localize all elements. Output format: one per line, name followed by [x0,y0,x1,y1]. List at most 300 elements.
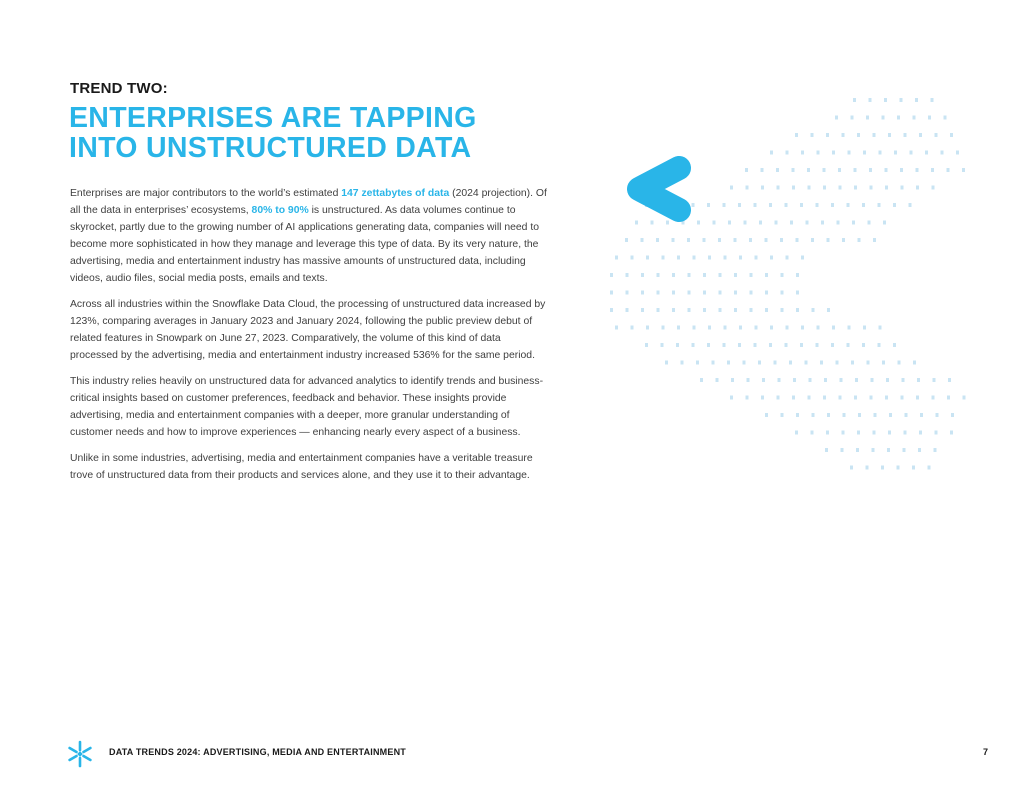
dot [919,133,922,137]
dot [727,361,730,365]
dot [790,221,793,225]
dot [934,448,937,452]
dot [912,466,915,470]
dot [931,98,934,102]
dot [888,431,891,435]
dot [901,396,904,400]
dot [827,308,830,312]
dot [770,151,773,155]
dot [928,466,931,470]
dot [738,343,741,347]
dot [879,326,882,330]
dot [835,116,838,120]
dot [863,326,866,330]
dot [703,291,706,295]
dot [665,361,668,365]
dot-grid [610,98,966,470]
page-title [69,103,477,163]
dot [793,378,796,382]
dot [857,133,860,137]
dot [831,203,834,207]
dot [853,98,856,102]
dot [820,361,823,365]
dot [770,326,773,330]
dot [951,413,954,417]
dot [852,221,855,225]
dot [869,168,872,172]
dot [948,378,951,382]
dot [857,431,860,435]
dot [796,273,799,277]
dot [872,448,875,452]
dot [839,396,842,400]
dot [792,186,795,190]
dot [925,151,928,155]
dot [672,308,675,312]
dot [808,186,811,190]
dot [707,203,710,207]
dot [901,186,904,190]
dot [848,151,851,155]
dot [873,238,876,242]
dot [716,378,719,382]
dot [827,238,830,242]
dot [882,361,885,365]
chevron-left-icon [639,168,679,210]
dot [931,168,934,172]
dot [719,308,722,312]
dot [657,308,660,312]
dot [646,326,649,330]
dot [885,186,888,190]
dot [842,431,845,435]
dot [947,168,950,172]
dot [796,238,799,242]
dot [836,361,839,365]
dot [724,256,727,260]
dot [789,361,792,365]
dot [807,168,810,172]
dot [904,133,907,137]
dot [889,413,892,417]
dot [902,378,905,382]
dot [785,343,788,347]
dot [657,273,660,277]
dot [932,186,935,190]
dot [800,203,803,207]
dot [672,238,675,242]
dot [873,431,876,435]
dot [651,221,654,225]
dot [743,361,746,365]
dot [677,256,680,260]
dot [677,326,680,330]
dot [839,186,842,190]
paragraph-3: This industry relies heavily on unstructured data for advanced analytics to identify trends and business-critical insights based on customer preferences, feedback and behavior. These insights provide advertising, media and entertainment companies with a deeper, more granular understanding of customer needs and how to improve experiences — enhancing nearly every aspect of a business. [70,376,544,438]
dot [795,431,798,435]
dot [916,186,919,190]
dot [905,413,908,417]
dot [765,308,768,312]
p1-text-a: Enterprises are major contributors to the world’s estimated [70,188,342,199]
dot [915,98,918,102]
dot [816,203,819,207]
dot [888,133,891,137]
dot [731,378,734,382]
dot [851,361,854,365]
highlight-percentage: 80% to 90% [251,205,309,216]
title-line-1: ENTERPRISES ARE TAPPING [69,102,477,134]
dot [749,238,752,242]
dot [897,466,900,470]
dot [759,221,762,225]
dot [734,273,737,277]
paragraph-2: Across all industries within the Snowflake Data Cloud, the processing of unstructured data increased by 123%, comparing averages in January 2023 and January 2024, following the public preview debut of related features in Snowpark on June 27, 2023. Comparatively, the volume of this kind of data processed by the advertising, media and entertainment industry increased 536% for the same period. [70,299,546,361]
dot [796,308,799,312]
dot [688,291,691,295]
dot [858,413,861,417]
dot [626,273,629,277]
dot [778,378,781,382]
dot [770,256,773,260]
dot [897,116,900,120]
section-kicker: TREND TWO: [70,80,168,97]
dot [718,238,721,242]
dot [871,378,874,382]
dot [826,133,829,137]
dot [801,326,804,330]
dot [712,361,715,365]
dot [913,361,916,365]
dot [840,378,843,382]
dot [762,378,765,382]
dot [941,151,944,155]
dot [703,273,706,277]
dot [805,361,808,365]
dot [963,396,966,400]
dot [796,413,799,417]
dot [755,326,758,330]
dot [881,466,884,470]
dot [754,343,757,347]
dot [809,378,812,382]
dot [867,361,870,365]
dot [672,291,675,295]
dot [631,326,634,330]
dot [842,133,845,137]
dot [792,168,795,172]
dot [868,221,871,225]
body-text [70,185,550,493]
dot [838,168,841,172]
dot [707,343,710,347]
dot [816,343,819,347]
dot [625,238,628,242]
dot [950,133,953,137]
dot [693,326,696,330]
dot [631,256,634,260]
paragraph-4: Unlike in some industries, advertising, media and entertainment companies have a veritable treasure trove of unstructured data from their products and services alone, and they use it to their advantage. [70,453,533,481]
dot [723,203,726,207]
dot [883,221,886,225]
dot [758,361,761,365]
dot [723,343,726,347]
dot [817,326,820,330]
dot [916,396,919,400]
dot [825,448,828,452]
dot [666,221,669,225]
dot [900,98,903,102]
dot [935,133,938,137]
dot [780,238,783,242]
dot [869,98,872,102]
dot [747,378,750,382]
dot [882,116,885,120]
dot [781,308,784,312]
dot [761,396,764,400]
dot [692,343,695,347]
dot [811,238,814,242]
dot [821,221,824,225]
dot [870,186,873,190]
dot [744,221,747,225]
dot [827,413,830,417]
dot [693,256,696,260]
dot [894,151,897,155]
dot [962,168,965,172]
dot [785,203,788,207]
dot [887,448,890,452]
dot [645,343,648,347]
dot [812,413,815,417]
dot [662,256,665,260]
dot [739,256,742,260]
dot [681,361,684,365]
dot [870,396,873,400]
dot [956,151,959,155]
dot [823,168,826,172]
dot [832,326,835,330]
dot [786,151,789,155]
dot [775,221,778,225]
dot [910,151,913,155]
dot [769,343,772,347]
dot [774,361,777,365]
dot [739,326,742,330]
title-line-2: INTO UNSTRUCTURED DATA [69,132,472,164]
dot [795,133,798,137]
dot [933,378,936,382]
dot [811,133,814,137]
dot [776,168,779,172]
dot [928,116,931,120]
dot [851,116,854,120]
dot [893,203,896,207]
dot [823,396,826,400]
dot [761,186,764,190]
dot [885,396,888,400]
dot [610,273,613,277]
dot [641,238,644,242]
dot [765,273,768,277]
dot [885,168,888,172]
dot [703,308,706,312]
dot [843,413,846,417]
dot-pattern-graphic [595,90,980,485]
dot [657,291,660,295]
dot [719,291,722,295]
dot [856,448,859,452]
dot [676,343,679,347]
dot [831,343,834,347]
dot [824,378,827,382]
dot [641,291,644,295]
dot [641,273,644,277]
dot [823,186,826,190]
dot [662,326,665,330]
dot [817,151,820,155]
dot [848,326,851,330]
dot [656,238,659,242]
dot [900,168,903,172]
dot [750,291,753,295]
dot [761,168,764,172]
dot [610,308,613,312]
dot [734,238,737,242]
dot [898,361,901,365]
dot [842,238,845,242]
p1-text-c: is unstructured. As data volumes continue to skyrocket, partly due to the growing number of AI applications generating data, companies will need to become more sophisticated in how they manage and leverage this type of data. By its very nature, the advertising, media and entertainment industry has massive amounts of unstructured data, including videos, audio files, social media posts, emails and texts. [70,205,540,284]
dot [826,431,829,435]
dot [796,291,799,295]
dot [858,238,861,242]
dot [745,168,748,172]
dot [730,396,733,400]
dot [719,273,722,277]
dot [781,291,784,295]
dot [850,466,853,470]
dot [626,291,629,295]
dot [913,116,916,120]
dot [866,466,869,470]
dot [777,396,780,400]
highlight-zettabytes: 147 zettabytes of data [341,188,450,199]
page-number: 7 [983,747,989,757]
dot [700,378,703,382]
dot [792,396,795,400]
dot [765,291,768,295]
dot [841,448,844,452]
dot [918,448,921,452]
dot [697,221,700,225]
snowflake-logo-icon [66,740,94,768]
dot [765,238,768,242]
dot [935,431,938,435]
dot [801,256,804,260]
dot [786,326,789,330]
dot [750,308,753,312]
dot [800,343,803,347]
dot [806,221,809,225]
dot [730,186,733,190]
dot [947,396,950,400]
dot [855,378,858,382]
dot [854,168,857,172]
dot [879,151,882,155]
dot [688,308,691,312]
dot [917,378,920,382]
dot [909,203,912,207]
dot [769,203,772,207]
dot [713,221,716,225]
dot [847,343,850,347]
dot [874,413,877,417]
dot [904,431,907,435]
dot [916,168,919,172]
dot [893,343,896,347]
dot [873,133,876,137]
dot [878,343,881,347]
dot [863,151,866,155]
dot [615,256,618,260]
dot [626,308,629,312]
dot [920,413,923,417]
dot [786,256,789,260]
dot [950,431,953,435]
dot [854,186,857,190]
dot [734,291,737,295]
dot [610,291,613,295]
dot [832,151,835,155]
dot [886,378,889,382]
dot [672,273,675,277]
footer-title: DATA TRENDS 2024: ADVERTISING, MEDIA AND ENTERTAINMENT [109,747,406,757]
dot [692,203,695,207]
dot [944,116,947,120]
dot [708,326,711,330]
dot [708,256,711,260]
dot [615,326,618,330]
paragraph-1 [70,185,550,287]
dot [724,326,727,330]
dot [884,98,887,102]
dot [728,221,731,225]
dot [781,413,784,417]
dot [746,396,749,400]
dot [781,273,784,277]
dot [765,413,768,417]
dot [919,431,922,435]
dot [862,203,865,207]
dot [750,273,753,277]
dot [932,396,935,400]
dot [801,151,804,155]
dot [903,448,906,452]
dot [635,221,638,225]
dot [688,273,691,277]
p1-text-b: (2024 projection). Of all the data in enterprises’ ecosystems, [70,188,547,216]
dot [936,413,939,417]
dot [754,203,757,207]
dot [703,238,706,242]
dot [746,186,749,190]
dot [755,256,758,260]
dot [878,203,881,207]
dot [734,308,737,312]
dot [661,343,664,347]
dot [687,238,690,242]
dot [696,361,699,365]
